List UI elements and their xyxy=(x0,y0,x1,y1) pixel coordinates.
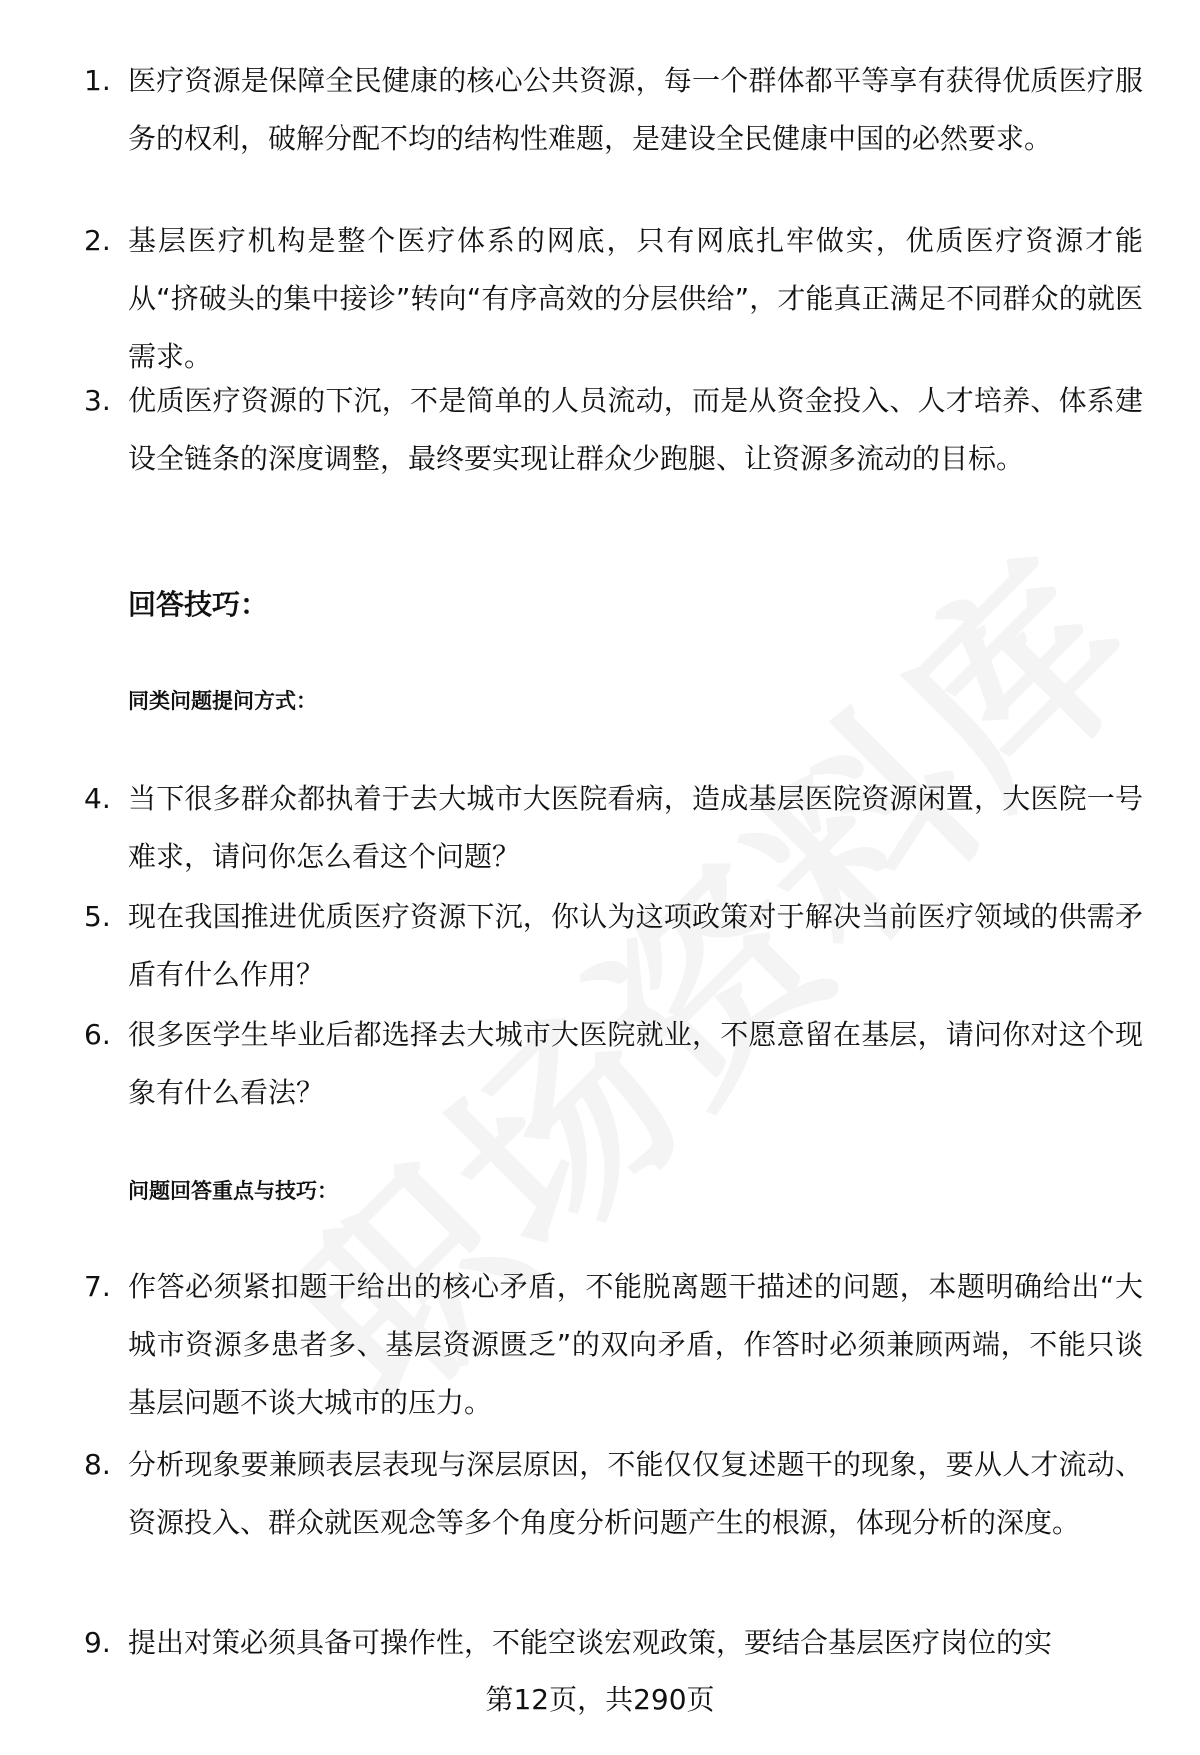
list-item-text: 分析现象要兼顾表层表现与深层原因，不能仅仅复述题干的现象，要从人才流动、资源投入、群众就医观念等多个角度分析问题产生的根源，体现分析的深度。 xyxy=(128,1448,1143,1539)
list-item-number: 4. xyxy=(84,782,111,815)
list-item-text: 优质医疗资源的下沉，不是简单的人员流动，而是从资金投入、人才培养、体系建设全链条的深度调整，最终要实现让群众少跑腿、让资源多流动的目标。 xyxy=(128,384,1143,475)
subheading-answer-tips: 问题回答重点与技巧： xyxy=(128,1179,338,1203)
list-item-number: 2. xyxy=(84,224,111,257)
list-item-text: 很多医学生毕业后都选择去大城市大医院就业，不愿意留在基层，请问你对这个现象有什么看法？ xyxy=(128,1018,1143,1109)
subheading-question-types: 同类问题提问方式： xyxy=(128,689,317,713)
list-item-text: 作答必须紧扣题干给出的核心矛盾，不能脱离题干描述的问题，本题明确给出“大城市资源多患者多、基层资源匮乏”的双向矛盾，作答时必须兼顾两端，不能只谈基层问题不谈大城市的压力。 xyxy=(128,1270,1143,1419)
list-item-text: 现在我国推进优质医疗资源下沉，你认为这项政策对于解决当前医疗领域的供需矛盾有什么作用？ xyxy=(128,900,1143,991)
list-item-number: 9. xyxy=(84,1626,111,1659)
page-number-footer: 第12页，共290页 xyxy=(485,1683,715,1716)
list-item-number: 8. xyxy=(84,1448,111,1481)
section-heading: 回答技巧： xyxy=(128,588,269,621)
list-item-number: 1. xyxy=(84,64,111,97)
list-item-text: 基层医疗机构是整个医疗体系的网底，只有网底扎牢做实，优质医疗资源才能从“挤破头的集中接诊”转向“有序高效的分层供给”，才能真正满足不同群众的就医需求。 xyxy=(128,224,1143,373)
list-item-number: 6. xyxy=(84,1018,111,1051)
list-item-number: 7. xyxy=(84,1270,111,1303)
list-item-text: 医疗资源是保障全民健康的核心公共资源，每一个群体都平等享有获得优质医疗服务的权利，破解分配不均的结构性难题，是建设全民健康中国的必然要求。 xyxy=(128,64,1143,155)
list-item-text: 提出对策必须具备可操作性，不能空谈宏观政策，要结合基层医疗岗位的实 xyxy=(128,1626,1053,1659)
list-item-number: 3. xyxy=(84,384,111,417)
list-item-number: 5. xyxy=(84,900,111,933)
list-item-text: 当下很多群众都执着于去大城市大医院看病，造成基层医院资源闲置，大医院一号难求，请问你怎么看这个问题？ xyxy=(128,782,1143,873)
